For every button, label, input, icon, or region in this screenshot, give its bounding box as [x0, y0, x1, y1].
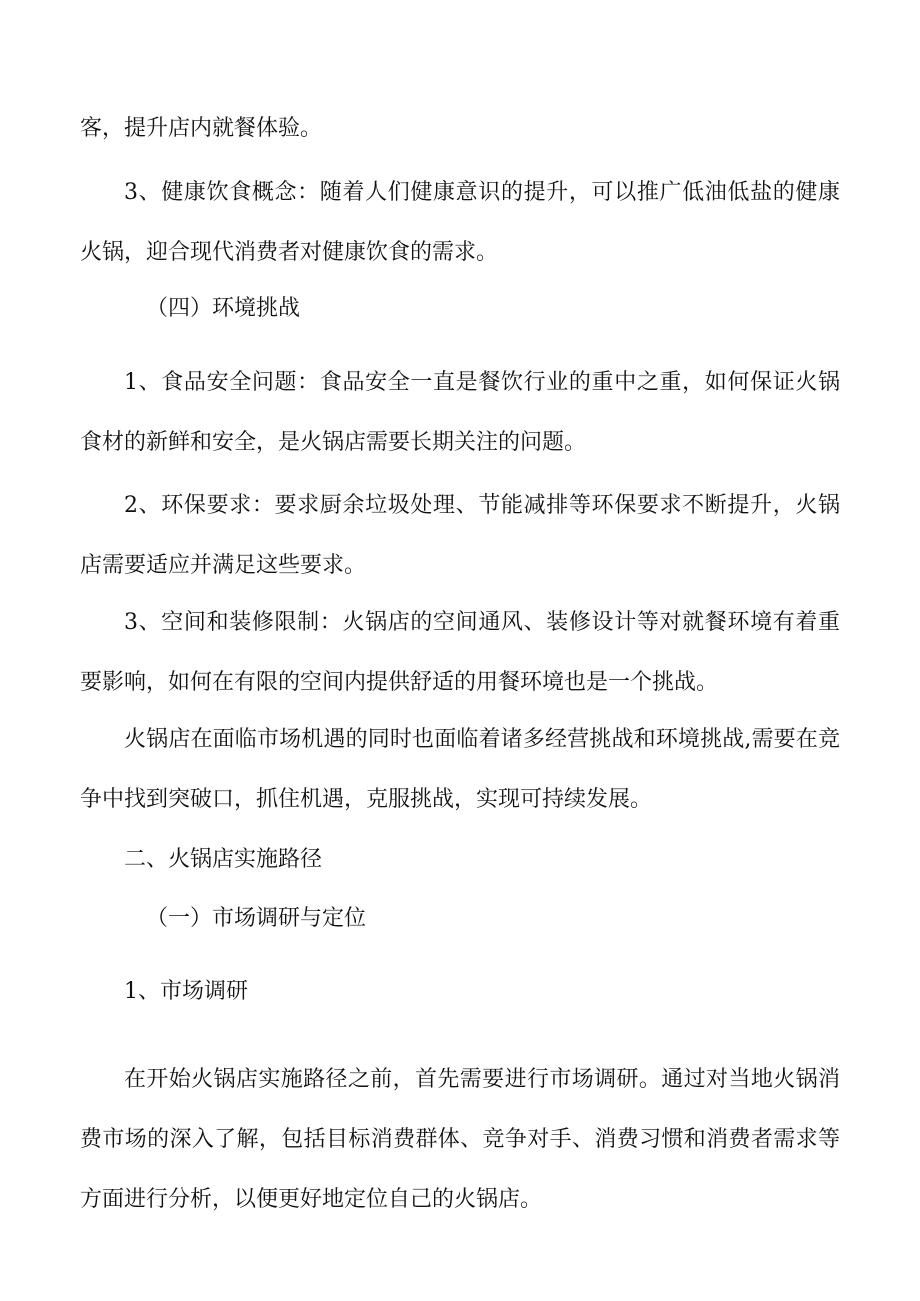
paragraph-market-research-body: 在开始火锅店实施路径之前，首先需要进行市场调研。通过对当地火锅消费市场的深入了解，包括目标消费群体、竞争对手、消费习惯和消费者需求等方面进行分析，以便更好地定位自己的火锅店。 — [80, 1067, 840, 1212]
paragraph-continuation: 客，提升店内就餐体验。 — [80, 116, 323, 141]
subheading-market-research: 1、市场调研 — [124, 979, 248, 1004]
chapter-heading-implementation-path: 二、火锅店实施路径 — [124, 847, 323, 872]
paragraph-space-decoration-limits: 3、空间和装修限制：火锅店的空间通风、装修设计等对就餐环境有着重要影响，如何在有限的空间内提供舒适的用餐环境也是一个挑战。 — [80, 610, 840, 695]
paragraph-summary: 火锅店在面临市场机遇的同时也面临着诸多经营挑战和环境挑战,需要在竞争中找到突破口，抓住机遇，克服挑战，实现可持续发展。 — [80, 727, 840, 812]
paragraph-healthy-diet: 3、健康饮食概念：随着人们健康意识的提升，可以推广低油低盐的健康火锅，迎合现代消费者对健康饮食的需求。 — [80, 180, 840, 265]
section-heading-market-research-positioning: （一）市场调研与定位 — [146, 906, 367, 931]
section-heading-environment-challenges: （四）环境挑战 — [146, 296, 301, 321]
paragraph-environmental-requirements: 2、环保要求：要求厨余垃圾处理、节能减排等环保要求不断提升，火锅店需要适应并满足这些要求。 — [80, 493, 840, 578]
paragraph-food-safety: 1、食品安全问题：食品安全一直是餐饮行业的重中之重，如何保证火锅食材的新鲜和安全，是火锅店需要长期关注的问题。 — [80, 370, 840, 455]
